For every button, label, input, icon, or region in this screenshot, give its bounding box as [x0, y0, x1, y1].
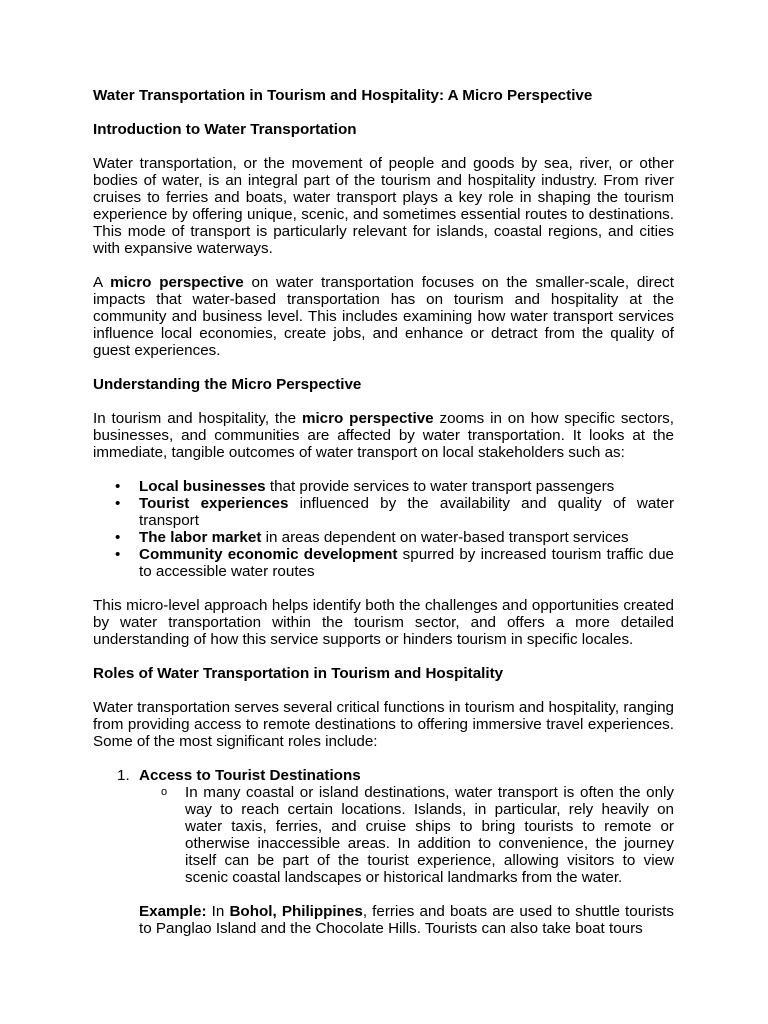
circle-bullet-icon: o	[161, 786, 168, 798]
document-body	[93, 87, 674, 937]
list-item: • The labor market in areas dependent on water-based transport services	[115, 529, 629, 546]
intro-paragraph-2: A micro perspective on water transportation focuses on the smaller-scale, direct impacts that water-based transportation has on tourism and hospitality at the community and business level. This includes examining how water transport services influence local economies, create jobs, and enhance or detract from the quality of guest experiences.	[93, 274, 674, 359]
roles-heading: Roles of Water Transportation in Tourism and Hospitality	[93, 665, 504, 682]
micro-perspective-term: micro perspective	[110, 274, 244, 291]
intro-paragraph-1: Water transportation, or the movement of people and goods by sea, river, or other bodies of water, is an integral part of the tourism and hospitality industry. From river cruises to ferries and boats, water transport plays a key role in shaping the tourism experience by offering unique, scenic, and sometimes essential routes to destinations. This mode of transport is particularly relevant for islands, coastal regions, and cities with expansive waterways.	[93, 155, 674, 257]
bullet-icon: •	[115, 529, 121, 546]
understanding-paragraph-2: This micro-level approach helps identify both the challenges and opportunities created by water transportation within the tourism sector, and offers a more detailed understanding of how this service supports or hinders tourism in specific locales.	[93, 597, 674, 648]
list-item	[93, 767, 674, 937]
bullet-icon: •	[115, 546, 121, 563]
example-label: Example:	[139, 903, 207, 920]
item-title: Access to Tourist Destinations	[139, 767, 361, 784]
example-paragraph: Example: In Bohol, Philippines, ferries and boats are used to shuttle tourists to Panglao Island and the Chocolate Hills. Tourists can also take boat tours	[139, 903, 674, 937]
list-item: • Tourist experiences influenced by the availability and quality of water transport	[115, 495, 675, 529]
understanding-paragraph-1: In tourism and hospitality, the micro perspective zooms in on how specific sectors, businesses, and communities are affected by water transportation. It looks at the immediate, tangible outcomes of water transport on local stakeholders such as:	[93, 410, 675, 461]
example-place: Bohol, Philippines	[229, 903, 363, 920]
understanding-heading: Understanding the Micro Perspective	[93, 376, 362, 393]
bullet-icon: •	[115, 478, 121, 495]
list-item: • Community economic development spurred by increased tourism traffic due to accessible water routes	[115, 546, 674, 580]
item-number: 1.	[117, 767, 130, 784]
bullet-icon: •	[115, 495, 121, 512]
roles-list	[93, 767, 674, 937]
micro-perspective-term: micro perspective	[301, 410, 434, 427]
document-title: Water Transportation in Tourism and Hospitality: A Micro Perspective	[93, 87, 593, 104]
list-item: • Local businesses that provide services to water transport passengers	[115, 478, 615, 495]
sub-item: o In many coastal or island destinations, water transport is often the only way to reach certain locations. Islands, in particular, rely heavily on water taxis, ferries, and cruise ships to bring tourists to remote or otherwise inaccessible areas. In addition to convenience, the journey itself can be part of the tourist experience, allowing visitors to view scenic coastal landscapes or historical landmarks from the water.	[161, 784, 674, 886]
roles-paragraph-1: Water transportation serves several critical functions in tourism and hospitality, ranging from providing access to remote destinations to offering immersive travel experiences. Some of the most significant roles include:	[93, 699, 674, 750]
intro-heading: Introduction to Water Transportation	[93, 121, 357, 138]
stakeholder-list	[93, 478, 674, 580]
